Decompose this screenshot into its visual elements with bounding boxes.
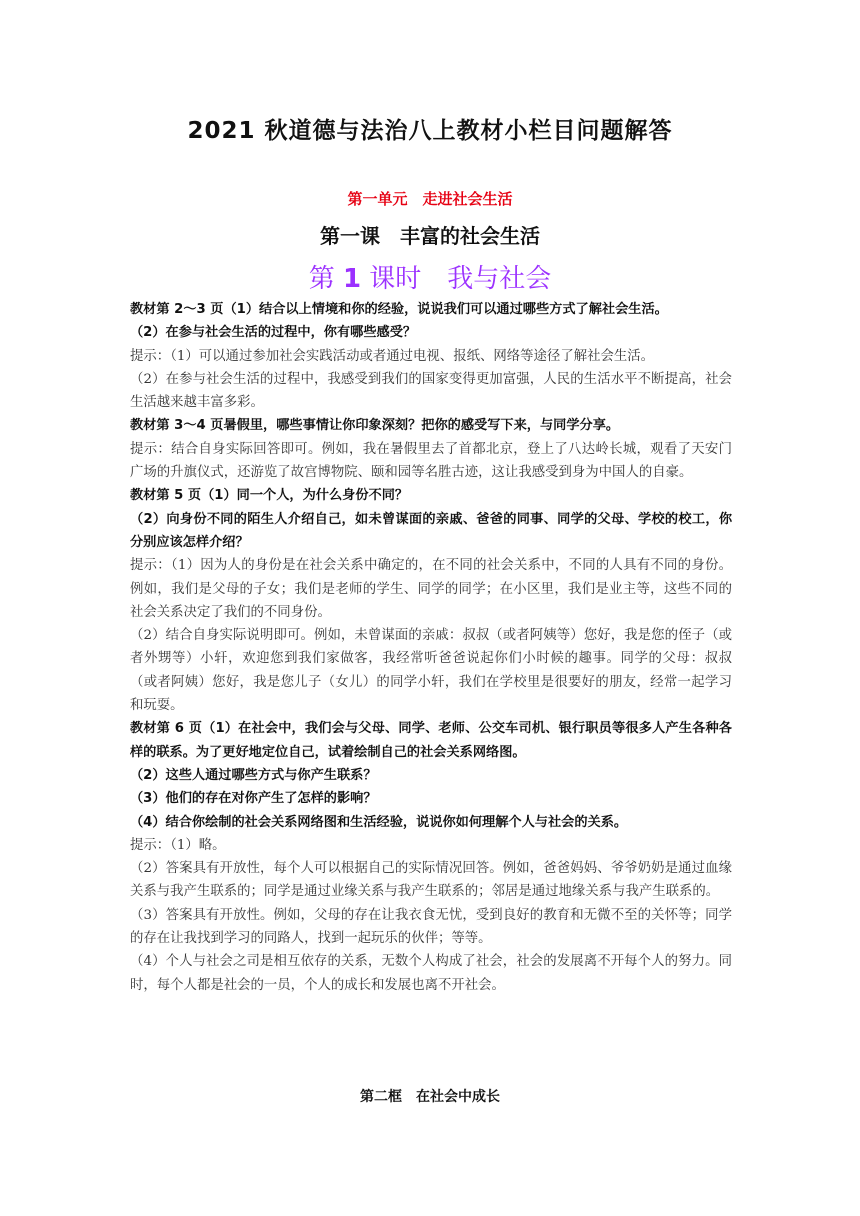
question-paragraph: （4）结合你绘制的社会关系网络图和生活经验，说说你如何理解个人与社会的关系。 (130, 814, 628, 830)
question-paragraph: 教材第 6 页（1）在社会中，我们会与父母、同学、老师、公交车司机、银行职员等很多人产生各种各样的联系。为了更好地定位自己，试着绘制自己的社会关系网络图。 (130, 721, 732, 760)
answer-paragraph: （3）答案具有开放性。例如，父母的存在让我衣食无忧，受到良好的教育和无微不至的关怀等；同学的存在让我找到学习的同路人，找到一起玩乐的伙伴；等等。 (130, 907, 732, 947)
answer-paragraph: （2）答案具有开放性，每个人可以根据自己的实际情况回答。例如，爸爸妈妈、爷爷奶奶是通过血缘关系与我产生联系的；同学是通过业缘关系与我产生联系的；邻居是通过地缘关系与我产生联系的。 (130, 861, 732, 900)
document-title: 2021 秋道德与法治八上教材小栏目问题解答 (187, 118, 673, 144)
answer-paragraph: 提示：结合自身实际回答即可。例如，我在暑假里去了首都北京，登上了八达岭长城，观看了天安门广场的升旗仪式，还游览了故宫博物院、颐和园等名胜古迹，这让我感受到身为中国人的自豪。 (130, 441, 732, 481)
question-paragraph: （2）这些人通过哪些方式与你产生联系？ (130, 767, 377, 783)
answer-paragraph: 提示：（1）因为人的身份是在社会关系中确定的，在不同的社会关系中，不同的人具有不同的身份。例如，我们是父母的子女；我们是老师的学生、同学的同学；在小区里，我们是业主等，这些不同的社会关系决定了我们的不同身份。 (130, 558, 732, 620)
period-title-number: 1 (342, 264, 362, 294)
section-title: 第二框 在社会中成长 (360, 1089, 500, 1105)
period-title (0, 258, 860, 295)
question-paragraph: （3）他们的存在对你产生了怎样的影响？ (130, 791, 377, 807)
unit-title: 第一单元 走进社会生活 (347, 190, 513, 208)
period-title-suffix: 课时 我与社会 (361, 264, 552, 294)
qa-content (130, 298, 732, 997)
answer-paragraph: 提示：（1）略。 (130, 837, 226, 853)
question-paragraph: （2）向身份不同的陌生人介绍自己，如未曾谋面的亲戚、爸爸的同事、同学的父母、学校的校工，你分别应该怎样介绍？ (130, 511, 732, 550)
answer-paragraph: （2）结合自身实际说明即可。例如，未曾谋面的亲戚：叔叔（或者阿姨等）您好，我是您的侄子（或者外甥等）小轩，欢迎您到我们家做客，我经常听爸爸说起你们小时候的趣事。同学的父母：叔叔（或者阿姨）您好，我是您儿子（女儿）的同学小轩，我们在学校里是很要好的朋友，经常一起学习和玩耍。 (130, 628, 732, 714)
answer-paragraph: （4）个人与社会之司是相互依存的关系，无数个人构成了社会，社会的发展离不开每个人的努力。同时，每个人都是社会的一员，个人的成长和发展也离不开社会。 (130, 954, 732, 993)
question-paragraph: 教材第 2～3 页（1）结合以上情境和你的经验，说说我们可以通过哪些方式了解社会生活。 (130, 302, 668, 317)
answer-paragraph: （2）在参与社会生活的过程中，我感受到我们的国家变得更加富强，人民的生活水平不断提高，社会生活越来越丰富多彩。 (130, 371, 732, 411)
period-title-prefix: 第 (308, 264, 343, 294)
question-paragraph: 教材第 3～4 页暑假里，哪些事情让你印象深刻？把你的感受写下来，与同学分享。 (130, 418, 620, 434)
question-paragraph: （2）在参与社会生活的过程中，你有哪些感受？ (130, 325, 417, 341)
answer-paragraph: 提示：（1）可以通过参加社会实践活动或者通过电视、报纸、网络等途径了解社会生活。 (130, 348, 655, 364)
lesson-title: 第一课 丰富的社会生活 (320, 224, 540, 248)
question-paragraph: 教材第 5 页（1）同一个人，为什么身份不同？ (130, 488, 409, 504)
